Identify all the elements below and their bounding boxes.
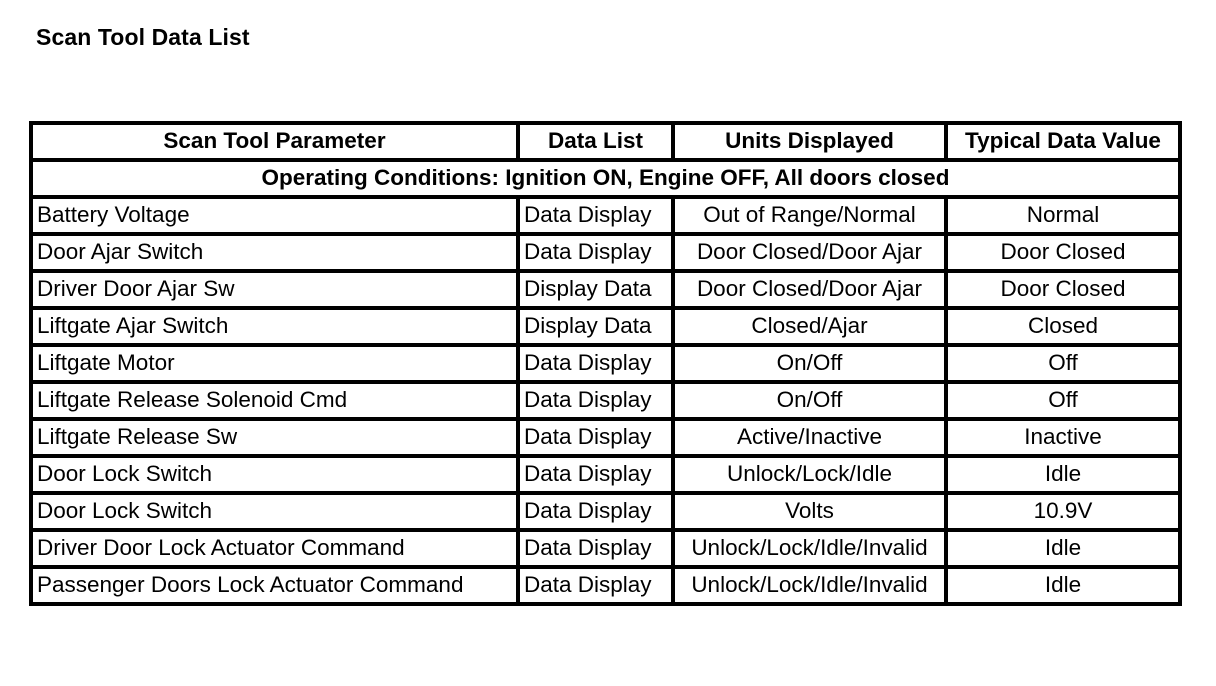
table-row: [31, 197, 1180, 234]
cell-parameter: Door Ajar Switch: [31, 234, 518, 271]
cell-parameter: Liftgate Ajar Switch: [31, 308, 518, 345]
operating-conditions-row: [31, 160, 1180, 197]
cell-typical: Inactive: [946, 419, 1180, 456]
table-row: [31, 493, 1180, 530]
table-row: [31, 234, 1180, 271]
cell-units: Door Closed/Door Ajar: [673, 271, 946, 308]
table-header-row: [31, 123, 1180, 160]
cell-data-list: Data Display: [518, 382, 673, 419]
cell-data-list: Data Display: [518, 345, 673, 382]
cell-units: Out of Range/Normal: [673, 197, 946, 234]
table-row: [31, 456, 1180, 493]
cell-data-list: Data Display: [518, 234, 673, 271]
cell-parameter: Door Lock Switch: [31, 493, 518, 530]
cell-data-list: Display Data: [518, 308, 673, 345]
cell-data-list: Data Display: [518, 419, 673, 456]
table-row: [31, 271, 1180, 308]
table-row: [31, 308, 1180, 345]
cell-typical: Off: [946, 382, 1180, 419]
cell-parameter: Liftgate Release Sw: [31, 419, 518, 456]
cell-data-list: Data Display: [518, 456, 673, 493]
cell-typical: Door Closed: [946, 234, 1180, 271]
cell-units: Active/Inactive: [673, 419, 946, 456]
table-row: [31, 382, 1180, 419]
cell-parameter: Liftgate Motor: [31, 345, 518, 382]
cell-units: Door Closed/Door Ajar: [673, 234, 946, 271]
header-parameter: Scan Tool Parameter: [31, 123, 518, 160]
cell-data-list: Data Display: [518, 567, 673, 604]
cell-parameter: Battery Voltage: [31, 197, 518, 234]
cell-typical: Idle: [946, 530, 1180, 567]
operating-conditions: Operating Conditions: Ignition ON, Engine OFF, All doors closed: [31, 160, 1180, 197]
header-units-displayed: Units Displayed: [673, 123, 946, 160]
header-typical-value: Typical Data Value: [946, 123, 1180, 160]
header-data-list: Data List: [518, 123, 673, 160]
cell-parameter: Driver Door Lock Actuator Command: [31, 530, 518, 567]
table-row: [31, 419, 1180, 456]
cell-typical: Off: [946, 345, 1180, 382]
cell-parameter: Door Lock Switch: [31, 456, 518, 493]
cell-data-list: Data Display: [518, 493, 673, 530]
cell-units: Unlock/Lock/Idle/Invalid: [673, 530, 946, 567]
page-title: Scan Tool Data List: [36, 24, 250, 50]
cell-typical: 10.9V: [946, 493, 1180, 530]
cell-data-list: Data Display: [518, 530, 673, 567]
cell-parameter: Liftgate Release Solenoid Cmd: [31, 382, 518, 419]
cell-units: Unlock/Lock/Idle/Invalid: [673, 567, 946, 604]
cell-units: Unlock/Lock/Idle: [673, 456, 946, 493]
cell-typical: Normal: [946, 197, 1180, 234]
cell-typical: Idle: [946, 567, 1180, 604]
cell-data-list: Display Data: [518, 271, 673, 308]
cell-units: Closed/Ajar: [673, 308, 946, 345]
cell-typical: Door Closed: [946, 271, 1180, 308]
table-row: [31, 567, 1180, 604]
cell-typical: Idle: [946, 456, 1180, 493]
cell-parameter: Passenger Doors Lock Actuator Command: [31, 567, 518, 604]
scan-tool-data-table: [29, 121, 1182, 606]
cell-data-list: Data Display: [518, 197, 673, 234]
cell-units: On/Off: [673, 382, 946, 419]
cell-parameter: Driver Door Ajar Sw: [31, 271, 518, 308]
cell-units: Volts: [673, 493, 946, 530]
table-row: [31, 345, 1180, 382]
cell-units: On/Off: [673, 345, 946, 382]
cell-typical: Closed: [946, 308, 1180, 345]
table-row: [31, 530, 1180, 567]
